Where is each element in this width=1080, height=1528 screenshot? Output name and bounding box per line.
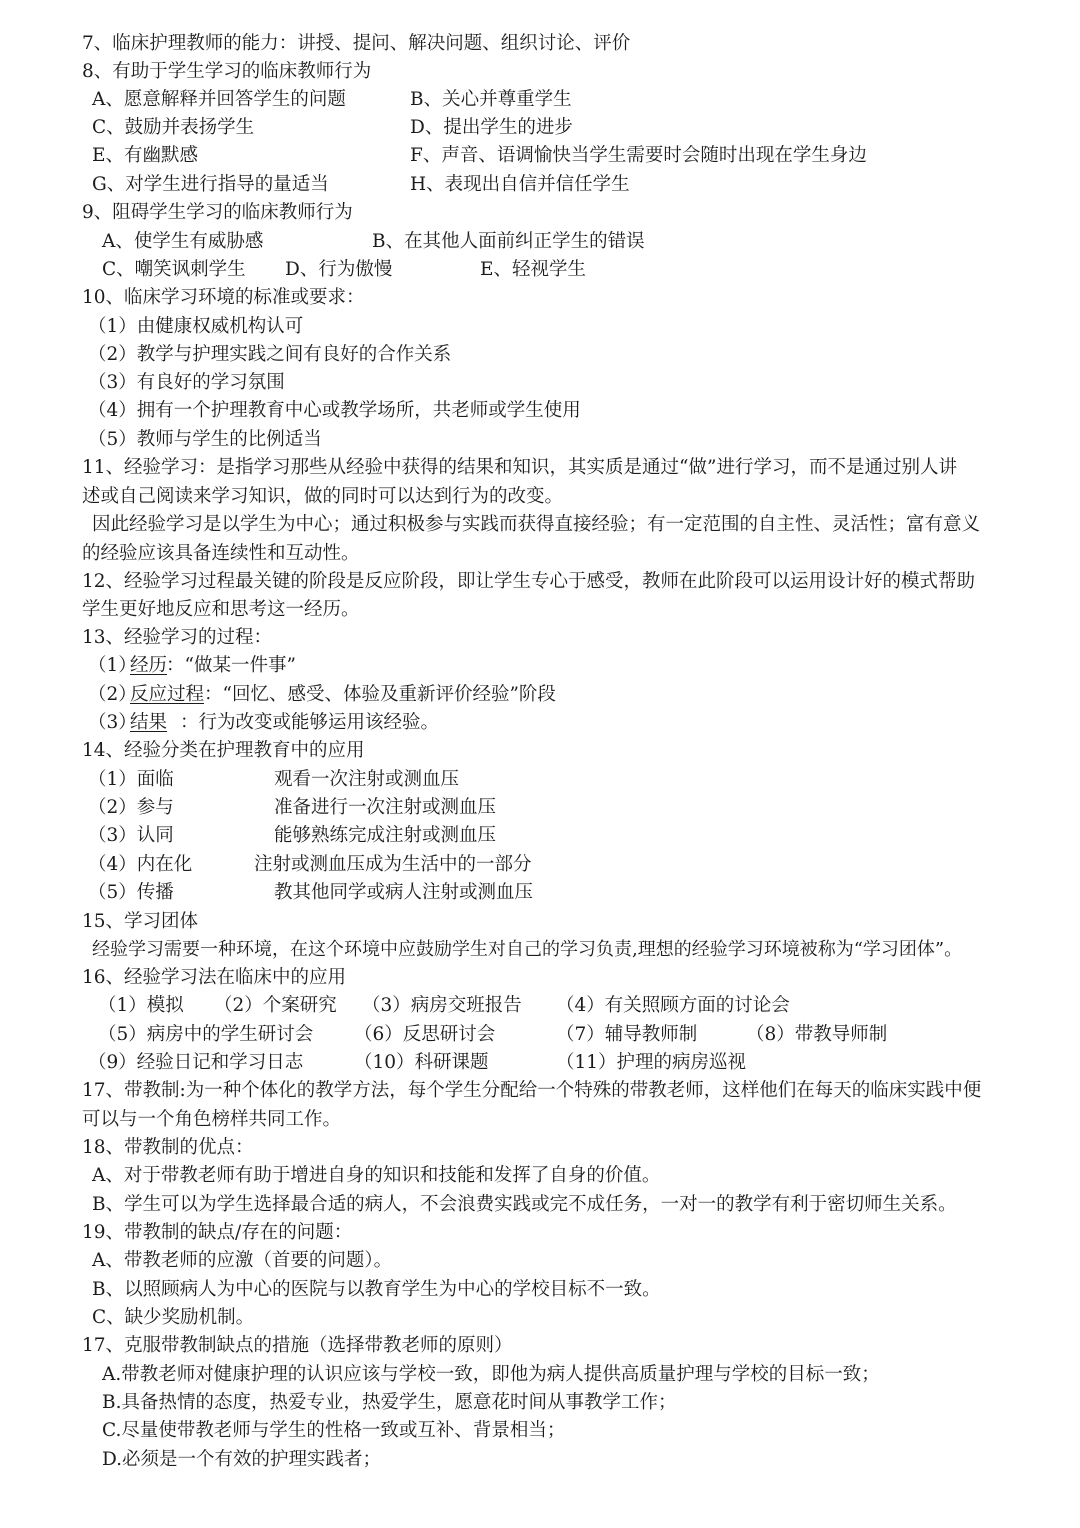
q16-item-8: （8）带教导师制 bbox=[746, 1024, 888, 1045]
q13-step-2-desc: ：“回忆、感受、体验及重新评价经验”阶段 bbox=[204, 684, 556, 705]
q14-row-3-name: （3）认同 bbox=[88, 825, 174, 846]
q10-item-3: （3）有良好的学习氛围 bbox=[88, 372, 285, 393]
q17b-text-b: B.具备热情的态度，热爱专业，热爱学生，愿意花时间从事教学工作； bbox=[102, 1392, 677, 1413]
q16-item-2: （2）个案研究 bbox=[214, 995, 337, 1016]
q15-title-text: 15、学习团体 bbox=[82, 911, 199, 932]
q10-title-text: 10、临床学习环境的标准或要求： bbox=[82, 287, 365, 308]
q13-step-2-term: 反应过程 bbox=[130, 684, 205, 705]
q17b-text-d: D.必须是一个有效的护理实践者； bbox=[102, 1449, 382, 1470]
q17b-text-c: C.尽量使带教老师与学生的性格一致或互补、背景相当； bbox=[102, 1420, 566, 1441]
q19-text-a: A、带教老师的应激（首要的问题）。 bbox=[92, 1250, 393, 1271]
q11-text-3: 因此经验学习是以学生为中心；通过积极参与实践而获得直接经验；有一定范围的自主性、灵活性；富有意义 bbox=[92, 514, 981, 535]
q8-title-text: 8、有助于学生学习的临床教师行为 bbox=[82, 61, 372, 82]
q19-text-b: B、以照顾病人为中心的医院与以教育学生为中心的学校目标不一致。 bbox=[92, 1279, 661, 1300]
q13-step-1-term: 经历 bbox=[130, 655, 168, 676]
q10-item-1: （1）由健康权威机构认可 bbox=[88, 316, 304, 337]
q12-text-1: 12、经验学习过程最关键的阶段是反应阶段，即让学生专心于感受，教师在此阶段可以运用设计好的模式帮助 bbox=[82, 571, 976, 592]
q11-text-1: 11、经验学习：是指学习那些从经验中获得的结果和知识，其实质是通过“做”进行学习，而不是通过别人讲 bbox=[82, 457, 957, 478]
q8-option-h: H、表现出自信并信任学生 bbox=[410, 174, 630, 195]
q14-title-text: 14、经验分类在护理教育中的应用 bbox=[82, 740, 365, 761]
q8-option-e: E、有幽默感 bbox=[92, 145, 199, 166]
q18-title-text: 18、带教制的优点： bbox=[82, 1137, 254, 1158]
q17b-text-a: A.带教老师对健康护理的认识应该与学校一致，即他为病人提供高质量护理与学校的目标一致； bbox=[102, 1364, 880, 1385]
q17-text-2: 可以与一个角色榜样共同工作。 bbox=[82, 1109, 342, 1130]
q16-item-11: （11）护理的病房巡视 bbox=[556, 1052, 747, 1073]
q13-step-1-num: （1） bbox=[88, 655, 137, 676]
q12-text-2: 学生更好地反应和思考这一经历。 bbox=[82, 599, 360, 620]
q8-option-d: D、提出学生的进步 bbox=[410, 117, 573, 138]
q19-text-c: C、缺少奖励机制。 bbox=[92, 1307, 255, 1328]
q16-item-7: （7）辅导教师制 bbox=[556, 1024, 698, 1045]
q8-option-b: B、关心并尊重学生 bbox=[410, 89, 572, 110]
q16-item-10: （10）科研课题 bbox=[354, 1052, 489, 1073]
q14-row-3-desc: 能够熟练完成注射或测血压 bbox=[274, 825, 497, 846]
q13-step-3-term: 结果 bbox=[130, 712, 168, 733]
q14-row-5-desc: 教其他同学或病人注射或测血压 bbox=[274, 882, 534, 903]
q14-row-2-name: （2）参与 bbox=[88, 797, 174, 818]
q16-item-1: （1）模拟 bbox=[98, 995, 184, 1016]
q17-text-1: 17、带教制:为一种个体化的教学方法，每个学生分配给一个特殊的带教老师，这样他们在每天的临床实践中便 bbox=[82, 1080, 982, 1101]
q14-row-1-desc: 观看一次注射或测血压 bbox=[274, 769, 460, 790]
q13-step-3-num: （3） bbox=[88, 712, 137, 733]
q16-item-6: （6）反思研讨会 bbox=[354, 1024, 496, 1045]
q8-option-f: F、声音、语调愉快当学生需要时会随时出现在学生身边 bbox=[410, 145, 867, 166]
q16-item-4: （4）有关照顾方面的讨论会 bbox=[556, 995, 790, 1016]
q16-item-5: （5）病房中的学生研讨会 bbox=[98, 1024, 314, 1045]
q9-option-b: B、在其他人面前纠正学生的错误 bbox=[372, 231, 645, 252]
q16-item-9: （9）经验日记和学习日志 bbox=[88, 1052, 304, 1073]
q10-item-5: （5）教师与学生的比例适当 bbox=[88, 429, 322, 450]
q9-title-text: 9、阻碍学生学习的临床教师行为 bbox=[82, 202, 353, 223]
q13-step-1-desc: ：“做某一件事” bbox=[166, 655, 296, 676]
q14-row-4-desc: 注射或测血压成为生活中的一部分 bbox=[254, 854, 532, 875]
q9-option-a: A、使学生有威胁感 bbox=[102, 231, 264, 252]
q14-row-5-name: （5）传播 bbox=[88, 882, 174, 903]
q9-option-e: E、轻视学生 bbox=[480, 259, 587, 280]
q19-title-text: 19、带教制的缺点/存在的问题： bbox=[82, 1222, 353, 1243]
q10-item-4: （4）拥有一个护理教育中心或教学场所，共老师或学生使用 bbox=[88, 400, 581, 421]
q18-text-a: A、对于带教老师有助于增进自身的知识和技能和发挥了自身的价值。 bbox=[92, 1165, 661, 1186]
q8-option-g: G、对学生进行指导的量适当 bbox=[92, 174, 329, 195]
q9-option-d: D、行为傲慢 bbox=[285, 259, 393, 280]
q11-text-4: 的经验应该具备连续性和互动性。 bbox=[82, 543, 360, 564]
q11-text-2: 述或自己阅读来学习知识，做的同时可以达到行为的改变。 bbox=[82, 486, 564, 507]
q16-item-3: （3）病房交班报告 bbox=[362, 995, 522, 1016]
q13-title-text: 13、经验学习的过程： bbox=[82, 627, 273, 648]
q15-text: 经验学习需要一种环境，在这个环境中应鼓励学生对自己的学习负责,理想的经验学习环境被称为“学习团体”。 bbox=[92, 939, 963, 960]
q8-option-c: C、鼓励并表扬学生 bbox=[92, 117, 255, 138]
q9-option-c: C、嘲笑讽刺学生 bbox=[102, 259, 246, 280]
q14-row-2-desc: 准备进行一次注射或测血压 bbox=[274, 797, 497, 818]
q7-text: 7、临床护理教师的能力：讲授、提问、解决问题、组织讨论、评价 bbox=[82, 33, 631, 54]
q13-step-3-desc: ：行为改变或能够运用该经验。 bbox=[180, 712, 440, 733]
q14-row-1-name: （1）面临 bbox=[88, 769, 174, 790]
q16-title-text: 16、经验学习法在临床中的应用 bbox=[82, 967, 347, 988]
q17b-title-text: 17、克服带教制缺点的措施（选择带教老师的原则） bbox=[82, 1335, 513, 1356]
q10-item-2: （2）教学与护理实践之间有良好的合作关系 bbox=[88, 344, 452, 365]
q8-option-a: A、愿意解释并回答学生的问题 bbox=[92, 89, 346, 110]
q14-row-4-name: （4）内在化 bbox=[88, 854, 193, 875]
q18-text-b: B、学生可以为学生选择最合适的病人，不会浪费实践或完不成任务，一对一的教学有利于密切师生关系。 bbox=[92, 1194, 957, 1215]
q13-step-2-num: （2） bbox=[88, 684, 137, 705]
